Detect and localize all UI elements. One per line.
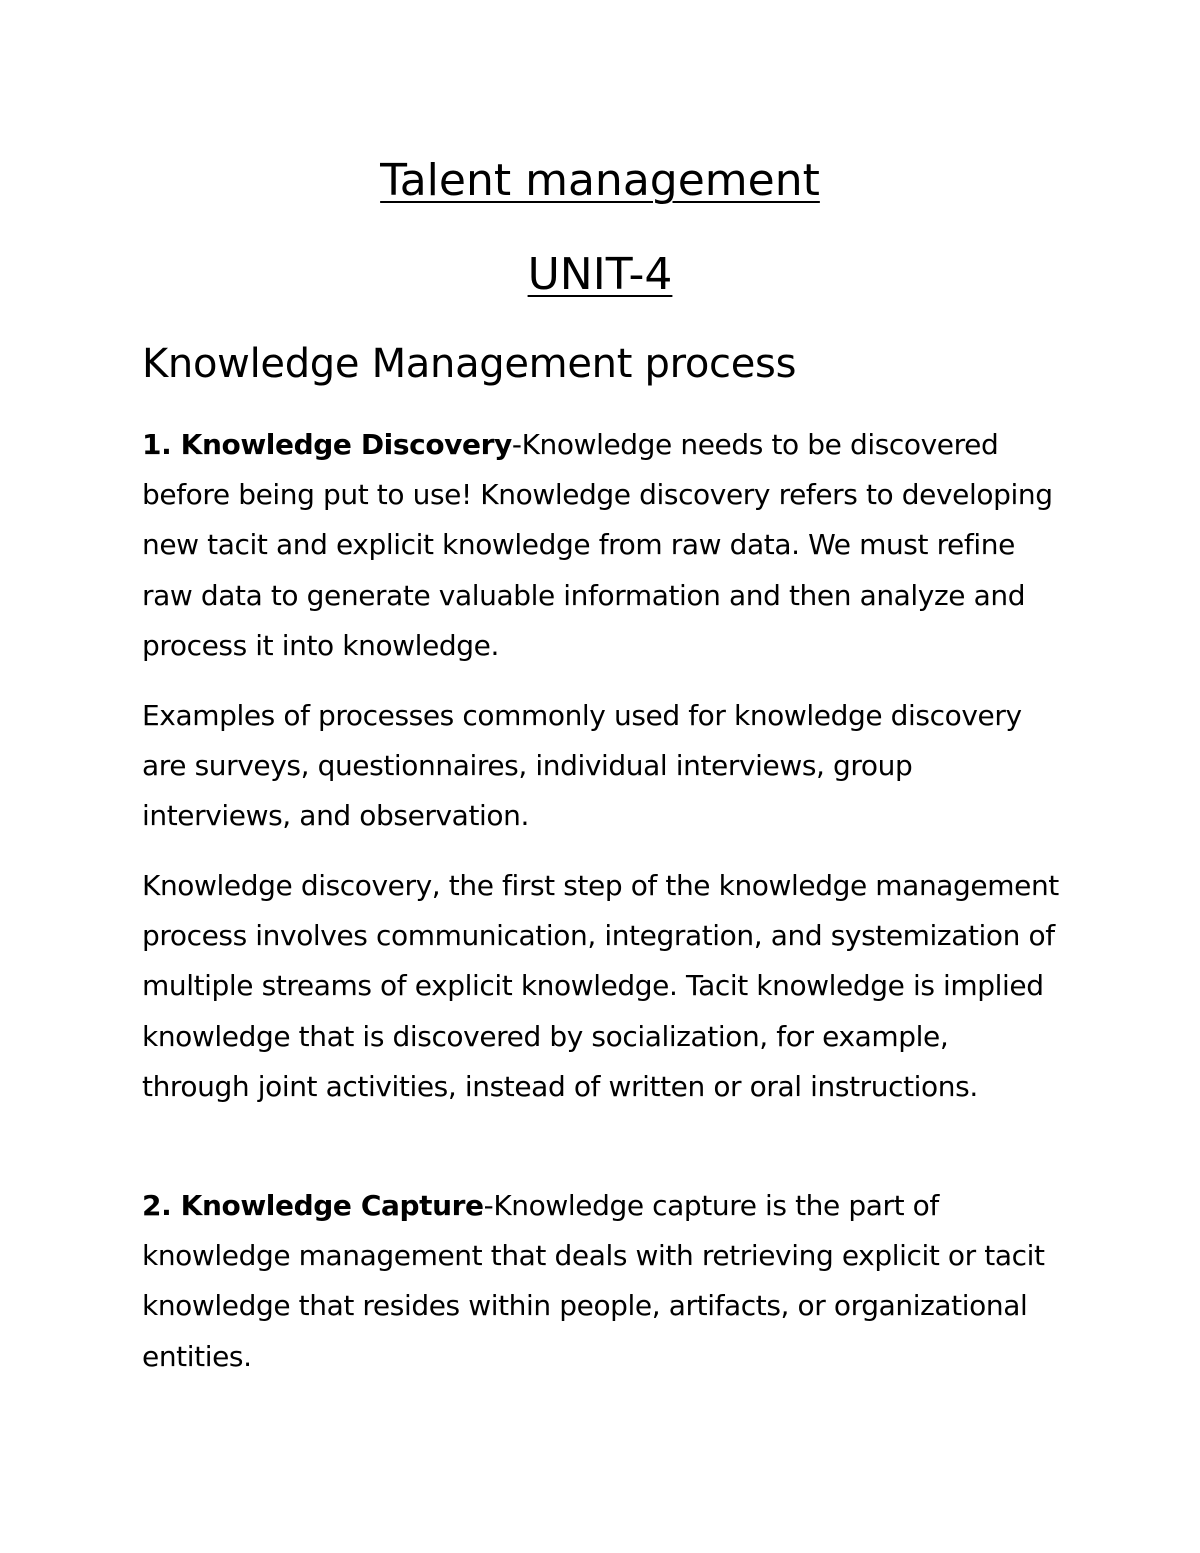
paragraph-knowledge-capture — [142, 1181, 1062, 1382]
paragraph-text: Knowledge discovery, the first step of the knowledge management process involves communication, integration, and systemization of multiple streams of explicit knowledge. Tacit knowledge is implied knowledge that is discovered by socialization, for example, through joint activities, instead of written or oral instructions. — [142, 869, 1059, 1103]
paragraph-discovery-examples — [142, 691, 1062, 842]
paragraph-text: Examples of processes commonly used for knowledge discovery are surveys, questionnaires, individual interviews, group interviews, and observation. — [142, 699, 1022, 833]
unit-title: UNIT-4 — [527, 249, 673, 300]
paragraph-text: -Knowledge capture is the part of knowledge management that deals with retrieving explicit or tacit knowledge that resides within people, artifacts, or organizational entities. — [142, 1189, 1045, 1373]
paragraph-discovery-first-step — [142, 861, 1062, 1112]
paragraph-text: -Knowledge needs to be discovered before being put to use! Knowledge discovery refers to developing new tacit and explicit knowledge from raw data. We must refine raw data to generate valuable information and then analyze and process it into knowledge. — [142, 428, 1053, 662]
section-heading: Knowledge Management process — [142, 341, 797, 387]
paragraph-lead: 1. Knowledge Discovery — [142, 428, 512, 461]
paragraph-lead: 2. Knowledge Capture — [142, 1189, 484, 1222]
paragraph-knowledge-discovery — [142, 420, 1062, 671]
document-title: Talent management — [380, 155, 820, 206]
